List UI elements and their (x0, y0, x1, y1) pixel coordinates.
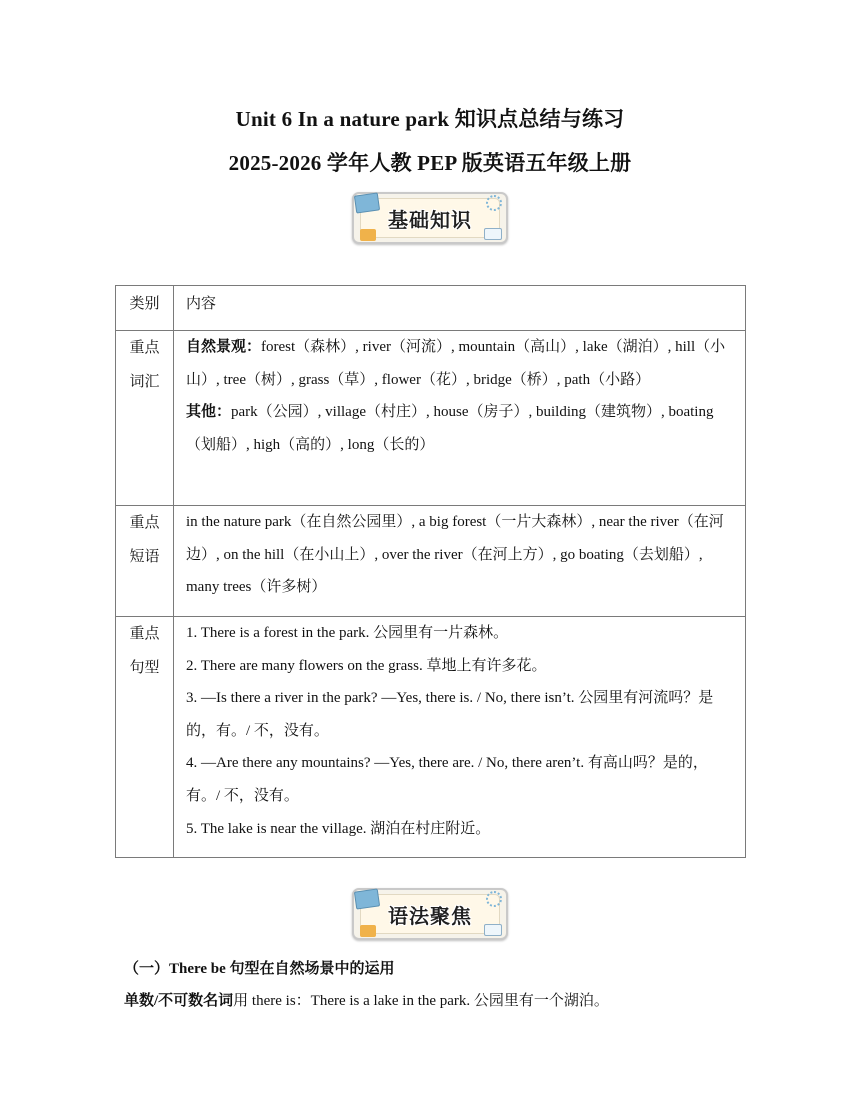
content-cell (174, 331, 746, 506)
sentence-item: 2. There are many flowers on the grass. 草地上有许多花。 (186, 657, 547, 674)
section-badge-basic-knowledge (352, 192, 508, 244)
table-row-phrases (116, 506, 746, 617)
grammar-rule-text: 用 there is：There is a lake in the park. 公园里有一个湖泊。 (233, 993, 609, 1009)
content-cell (174, 506, 746, 617)
grammar-rule (124, 989, 609, 1010)
document-subtitle: 2025-2026 学年人教 PEP 版英语五年级上册 (228, 151, 632, 175)
table-row-sentences (116, 617, 746, 858)
header-content: 内容 (174, 286, 746, 331)
badge-label: 语法聚焦 (388, 904, 472, 928)
badge-label: 基础知识 (388, 208, 472, 232)
knowledge-table (115, 285, 746, 858)
grammar-rule-label: 单数/不可数名词 (124, 993, 234, 1009)
table-row-vocabulary (116, 331, 746, 506)
phrase-text: in the nature park（在自然公园里）, a big forest（一片大森林）, near the river（在河边）, on the hill（在小山上）, over the river（在河上方）, go boating（去划船）, many trees（许多树） (186, 514, 724, 596)
sentence-item: 4. —Are there any mountains? —Yes, there are. / No, there aren’t. 有高山吗？是的，有。/ 不，没有。 (186, 755, 708, 804)
header-category: 类别 (116, 286, 174, 331)
vocab-text-nature: forest（森林）, river（河流）, mountain（高山）, lake（湖泊）, hill（小山）, tree（树）, grass（草）, flower（花）, bridge（桥）, path（小路） (186, 339, 726, 388)
sentence-item: 5. The lake is near the village. 湖泊在村庄附近。 (186, 820, 491, 837)
table-header-row (116, 286, 746, 331)
category-cell: 重点 句型 (116, 617, 174, 858)
grammar-heading: （一）There be 句型在自然场景中的运用 (124, 961, 395, 977)
content-cell (174, 617, 746, 858)
category-cell: 重点 词汇 (116, 331, 174, 506)
sentence-item: 3. —Is there a river in the park? —Yes, there is. / No, there isn’t. 公园里有河流吗？是的，有。/ 不，没有。 (186, 690, 714, 739)
sentence-item: 1. There is a forest in the park. 公园里有一片森林。 (186, 625, 509, 641)
vocab-label-nature: 自然景观： (186, 339, 262, 355)
section-badge-grammar-focus (352, 888, 508, 940)
category-cell: 重点 短语 (116, 506, 174, 617)
vocab-text-other: park（公园）, village（村庄）, house（房子）, building（建筑物）, boating（划船）, high（高的）, long（长的） (186, 404, 714, 453)
vocab-label-other: 其他： (186, 404, 232, 421)
document-title: Unit 6 In a nature park 知识点总结与练习 (235, 107, 625, 131)
